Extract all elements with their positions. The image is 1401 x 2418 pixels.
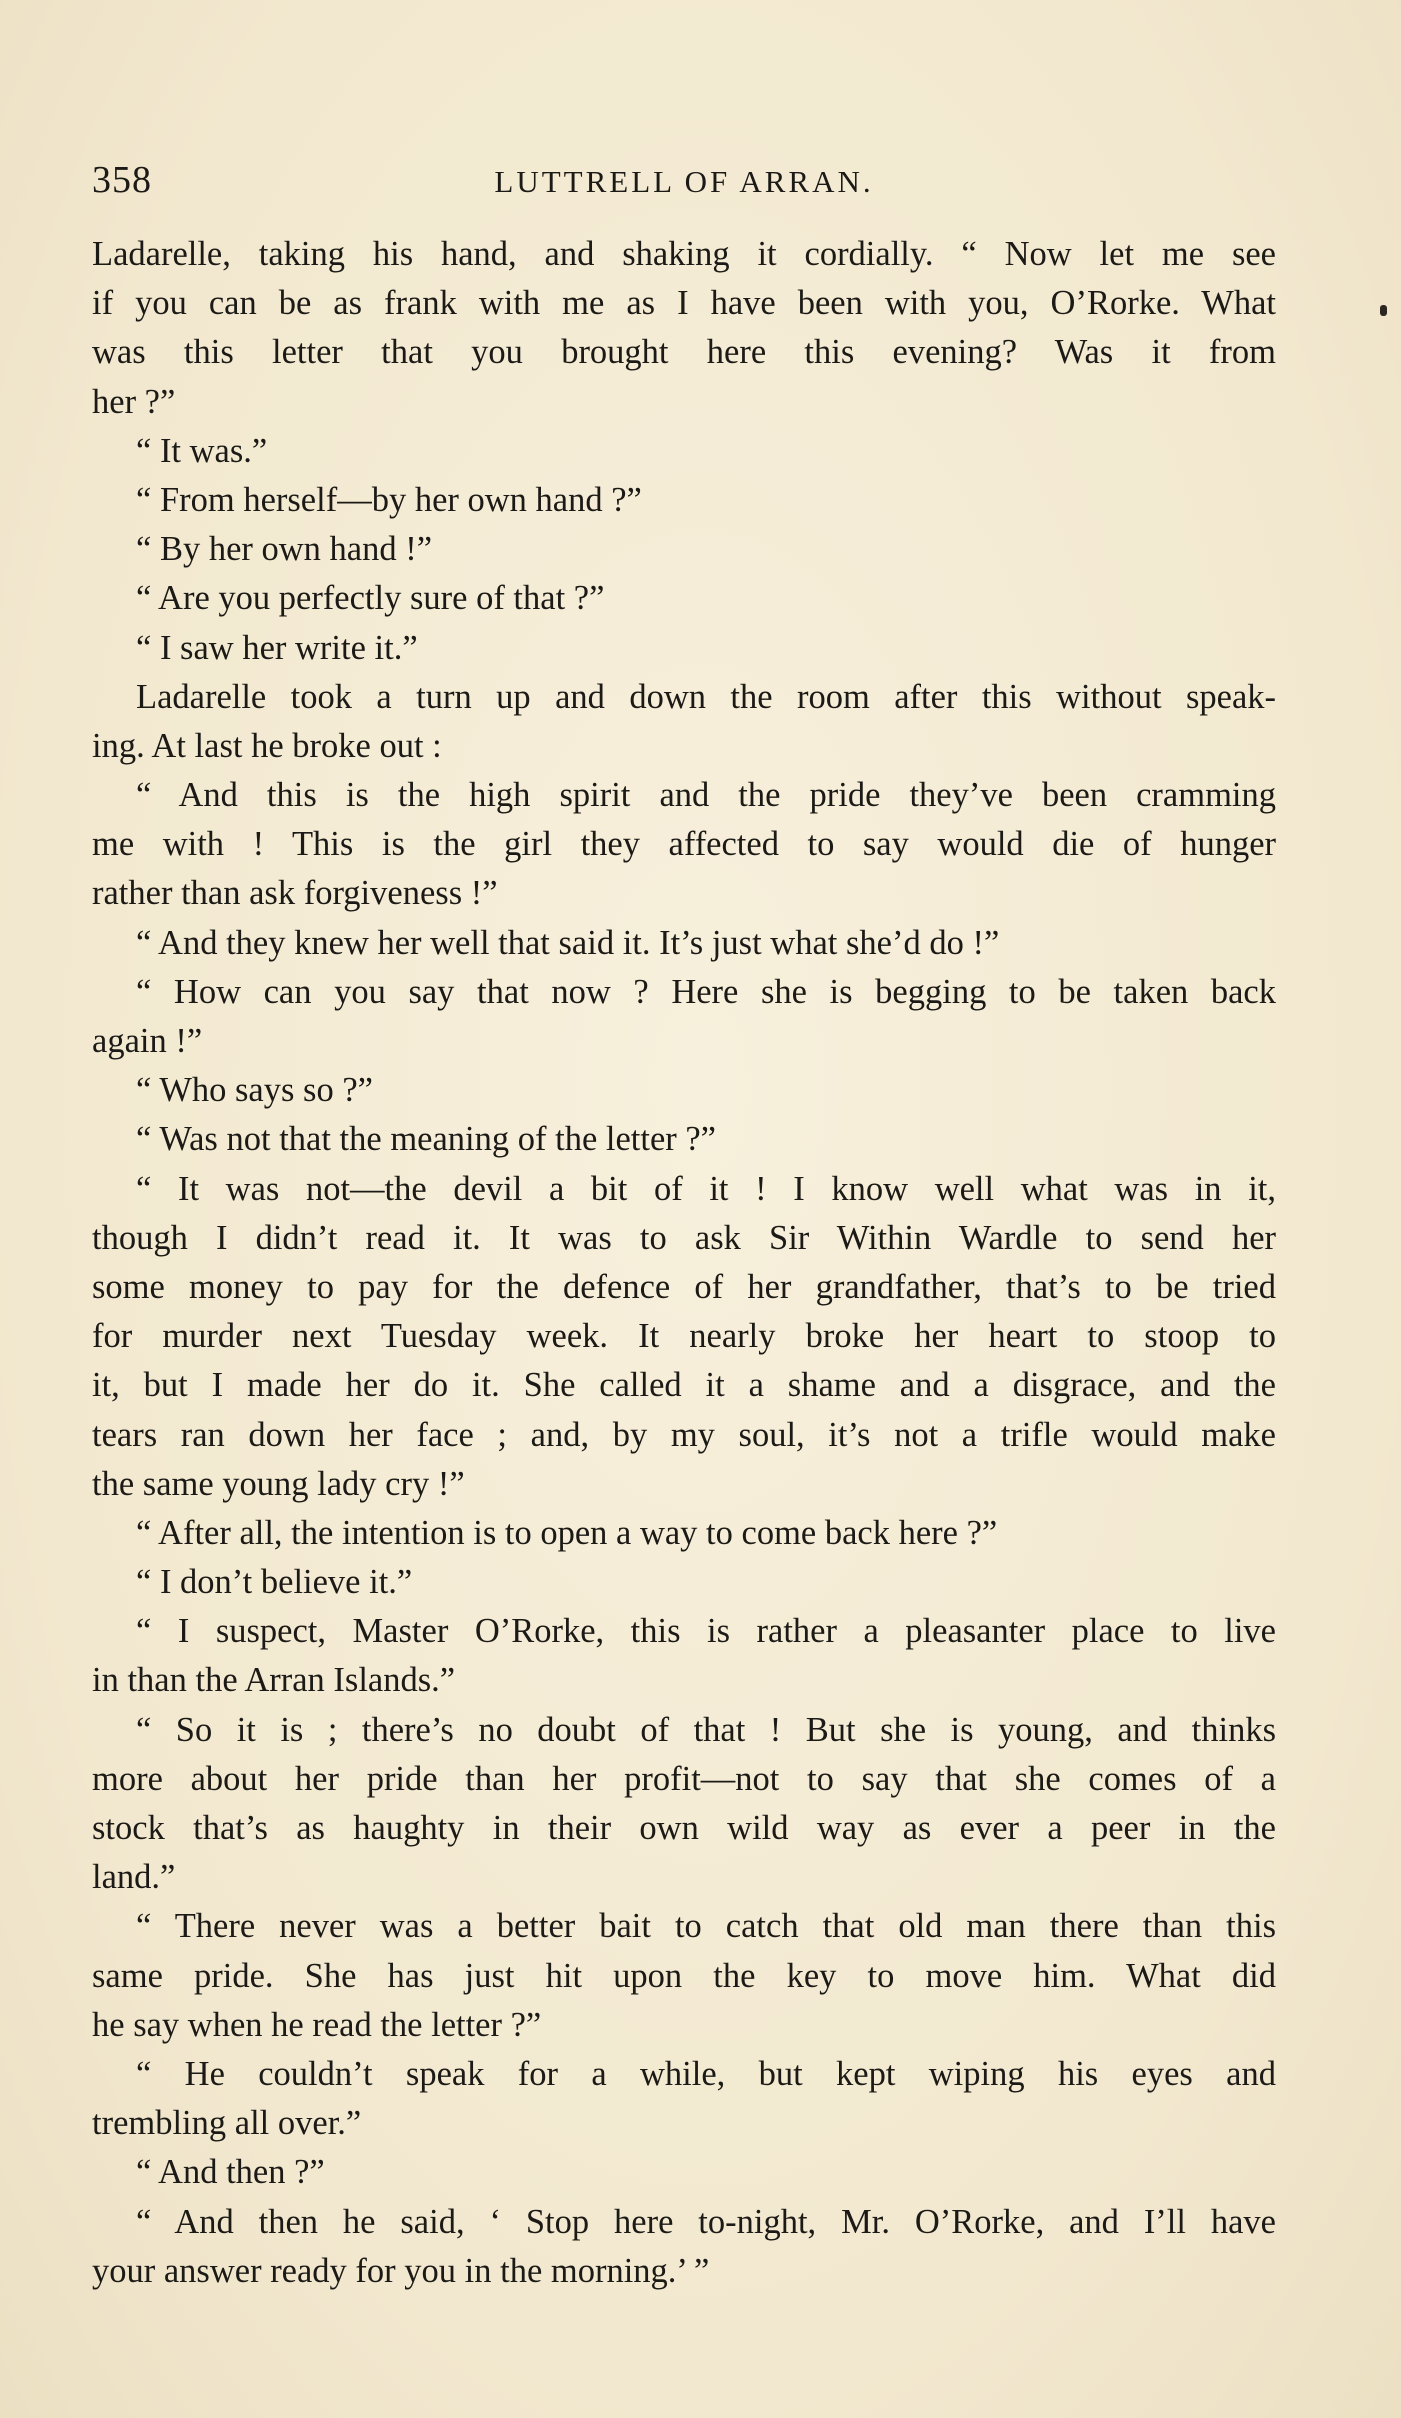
page-number: 358 xyxy=(92,159,152,201)
page-header xyxy=(92,158,1276,208)
text-line: was this letter that you brought here this evening? Was it from xyxy=(92,333,1276,372)
text-line: “ I saw her write it.” xyxy=(136,628,418,667)
text-line: “ By her own hand !” xyxy=(136,530,433,569)
running-title: LUTTRELL OF ARRAN. xyxy=(494,164,874,199)
text-line: ing. At last he broke out : xyxy=(92,726,442,765)
text-line: “ After all, the intention is to open a way to come back here ?” xyxy=(136,1513,998,1552)
text-line: “ Are you perfectly sure of that ?” xyxy=(136,579,605,618)
text-line: though I didn’t read it. It was to ask Sir Within Wardle to send her xyxy=(92,1218,1276,1257)
text-line: Ladarelle, taking his hand, and shaking it cordially. “ Now let me see xyxy=(92,235,1276,273)
text-line: Ladarelle took a turn up and down the room after this without speak- xyxy=(136,677,1276,716)
text-line: “ He couldn’t speak for a while, but kept wiping his eyes and xyxy=(136,2054,1276,2093)
text-line: he say when he read the letter ?” xyxy=(92,2005,542,2044)
text-line: “ It was.” xyxy=(136,431,268,470)
text-line: “ From herself—by her own hand ?” xyxy=(136,480,642,519)
text-line: in than the Arran Islands.” xyxy=(92,1661,456,1700)
text-line: again !” xyxy=(92,1022,203,1060)
text-line: me with ! This is the girl they affected to say would die of hunger xyxy=(92,825,1276,864)
margin-ink-mark xyxy=(1380,305,1387,316)
text-line: “ It was not—the devil a bit of it ! I know well what was in it, xyxy=(136,1169,1276,1208)
text-line: same pride. She has just hit upon the key to move him. What did xyxy=(92,1956,1276,1995)
text-line: “ Who says so ?” xyxy=(136,1071,373,1110)
text-line: “ And this is the high spirit and the pride they’ve been cramming xyxy=(136,776,1276,815)
text-line: it, but I made her do it. She called it a shame and a disgrace, and the xyxy=(92,1366,1276,1405)
text-line: land.” xyxy=(92,1858,176,1897)
text-line: your answer ready for you in the morning.’ ” xyxy=(92,2251,710,2290)
text-line: “ I suspect, Master O’Rorke, this is rather a pleasanter place to live xyxy=(136,1612,1276,1651)
text-line: if you can be as frank with me as I have been with you, O’Rorke. What xyxy=(92,284,1276,323)
text-line: tears ran down her face ; and, by my soul, it’s not a trifle would make xyxy=(92,1415,1276,1454)
text-line: stock that’s as haughty in their own wild way as ever a peer in the xyxy=(92,1809,1276,1847)
text-line: “ Was not that the meaning of the letter ?” xyxy=(136,1120,716,1159)
text-line: some money to pay for the defence of her grandfather, that’s to be tried xyxy=(92,1267,1276,1306)
text-line: more about her pride than her profit—not to say that she comes of a xyxy=(92,1759,1276,1798)
text-line: the same young lady cry !” xyxy=(92,1464,465,1503)
text-line: “ So it is ; there’s no doubt of that ! But she is young, and thinks xyxy=(136,1710,1276,1749)
text-line: for murder next Tuesday week. It nearly broke her heart to stoop to xyxy=(92,1317,1276,1356)
text-line: her ?” xyxy=(92,382,176,421)
body-text xyxy=(92,230,1276,2296)
text-line: “ And then he said, ‘ Stop here to-night, Mr. O’Rorke, and I’ll have xyxy=(136,2202,1276,2241)
text-line: rather than ask forgiveness !” xyxy=(92,874,498,913)
text-line: “ And they knew her well that said it. It’s just what she’d do !” xyxy=(136,923,1000,962)
text-line: trembling all over.” xyxy=(92,2104,362,2143)
text-line: “ I don’t believe it.” xyxy=(136,1563,413,1602)
text-line: “ How can you say that now ? Here she is begging to be taken back xyxy=(136,972,1276,1011)
text-line: “ And then ?” xyxy=(136,2153,325,2192)
text-line: “ There never was a better bait to catch that old man there than this xyxy=(136,1907,1276,1946)
